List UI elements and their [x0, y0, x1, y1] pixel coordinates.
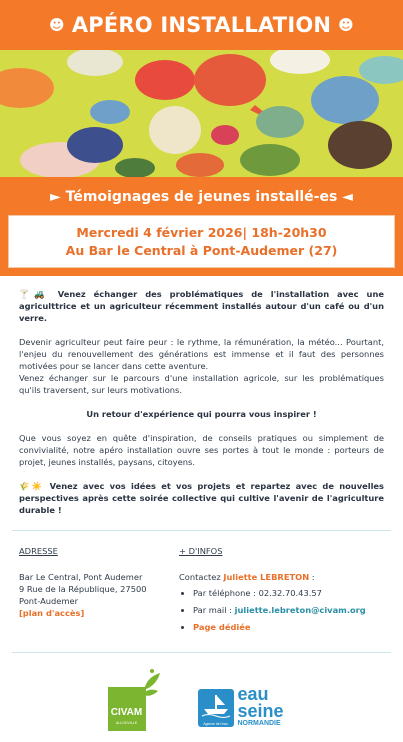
logos-row [0, 669, 403, 731]
hero-image [0, 50, 403, 177]
paragraph-2: Venez échanger sur le parcours d'une installation agricole, sur les problématiques qu'ils traversent, sur leurs motivations. [19, 373, 384, 395]
address-column [19, 545, 179, 638]
contact-intro-text: Contactez [179, 572, 221, 582]
page-link[interactable]: Page dédiée [193, 622, 251, 632]
eau-logo-word-1: eau [237, 684, 269, 704]
paragraph-3: Que vous soyez en quête d'inspiration, de conseils pratiques ou simplement de convivialité, notre apéro installation ouvre ses portes à tout le monde : porteurs de projet, jeunes installés, paysans, citoyens. [19, 433, 384, 467]
info-section [0, 545, 403, 638]
event-date: Mercredi 4 février 2026| 18h-20h30 [76, 225, 327, 240]
subtitle-band [0, 177, 403, 276]
closing-text: Venez avec vos idées et vos projets et repartez avec de nouvelles perspectives après cette soirée collective qui cultive l'avenir de l'agriculture durable ! [19, 481, 384, 515]
boat-icon [198, 689, 234, 719]
contact-page-item [193, 621, 384, 633]
contact-phone-item [193, 587, 384, 599]
paragraph-1: Devenir agriculteur peut faire peur : le rythme, la rémunération, la météo... Pourtant, l'enjeu du renouvellement des générations est immense et il faut des personnes motivées pour se lancer dans cette aventure. [19, 337, 384, 371]
highlight-text: Un retour d'expérience qui pourra vous inspirer ! [86, 409, 317, 419]
mail-label: Par mail : [193, 605, 232, 615]
intro-text: Venez échanger des problématiques de l'installation avec une agriculttrice et un agriculteur récemment installés autour d'un café ou d'un verre. [19, 289, 384, 323]
closing-paragraph [19, 480, 384, 516]
event-place: Au Bar le Central à Pont-Audemer (27) [65, 243, 338, 258]
address-line-2: 9 Rue de la République, 27500 [19, 584, 147, 594]
civam-logo-subtext: ALLOUVILLE [115, 721, 138, 725]
event-date-box [8, 215, 395, 268]
contact-name: Juliette LEBRETON [223, 572, 310, 582]
contact-column [179, 545, 384, 638]
phone-number[interactable]: 02.32.70.43.57 [258, 588, 322, 598]
divider-bottom [12, 652, 391, 653]
wheat-sun-icon: 🌾☀️ [19, 481, 45, 491]
contact-heading: + D'INFOS [179, 546, 223, 556]
email-body [0, 276, 403, 516]
map-link[interactable]: [plan d'accès] [19, 608, 85, 618]
eau-logo-word-3: NORMANDIE [237, 720, 281, 727]
smiley-icon-right: ☻ [338, 16, 355, 34]
smiley-icon-left: ☻ [48, 16, 65, 34]
contact-colon: : [311, 572, 315, 582]
header-banner [0, 0, 403, 50]
address-line-1: Bar Le Central, Pont Audemer [19, 572, 143, 582]
civam-logo[interactable] [108, 669, 162, 731]
speech-bubbles-illustration [0, 50, 403, 177]
subtitle: ► Témoignages de jeunes installé-es ◄ [50, 189, 353, 205]
contact-mail-item [193, 604, 384, 616]
address-line-3: Pont-Audemer [19, 596, 79, 606]
address-heading: ADRESSE [19, 546, 58, 556]
contact-list [179, 587, 384, 633]
intro-paragraph [19, 288, 384, 324]
phone-label: Par téléphone : [193, 588, 256, 598]
mail-link[interactable]: juliette.lebreton@civam.org [234, 605, 366, 615]
cocktail-tractor-icon: 🍸🚜 [19, 289, 50, 299]
eau-seine-normandie-logo[interactable] [198, 685, 296, 731]
eau-badge-text: Agence de l'eau [203, 722, 228, 726]
page-title: APÉRO INSTALLATION [71, 13, 332, 37]
divider-top [12, 530, 391, 531]
eau-logo-badge [198, 689, 234, 727]
eau-logo-word-2: seine [237, 701, 284, 721]
civam-logo-text: CIVAM [110, 707, 143, 718]
contact-intro [179, 571, 384, 583]
